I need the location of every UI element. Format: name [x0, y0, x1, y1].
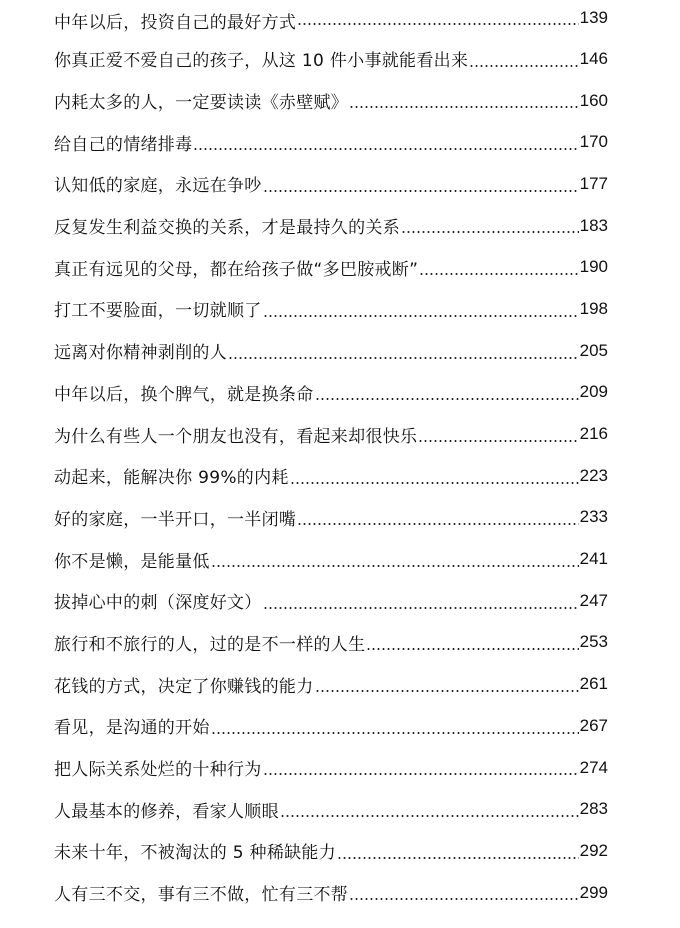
toc-entry[interactable]	[54, 246, 608, 288]
toc-entry-title: 看见，是沟通的开始	[54, 718, 210, 739]
toc-entry[interactable]	[54, 372, 608, 414]
toc-entry-title: 把人际关系处烂的十种行为	[54, 760, 262, 781]
toc-entry[interactable]	[54, 413, 608, 455]
dot-leader	[263, 772, 579, 776]
toc-entry[interactable]	[54, 830, 608, 872]
toc-entry-page: 160	[579, 90, 608, 110]
toc-entry-title: 花钱的方式，决定了你赚钱的能力	[54, 676, 314, 697]
dot-leader	[297, 522, 578, 526]
toc-entry[interactable]	[54, 663, 608, 705]
dot-leader	[211, 564, 579, 568]
toc-entry-page: 190	[579, 257, 608, 277]
toc-entry-page: 205	[579, 340, 608, 360]
toc-entry[interactable]	[54, 872, 608, 914]
dot-leader	[280, 814, 579, 818]
toc-entry-page: 146	[579, 48, 608, 68]
dot-leader	[211, 731, 579, 735]
toc-entry-title: 未来十年，不被淘汰的 5 种稀缺能力	[54, 843, 337, 864]
dot-leader	[401, 230, 579, 234]
toc-entry[interactable]	[54, 80, 608, 122]
dot-leader	[263, 314, 579, 318]
toc-entry-page: 241	[579, 549, 608, 569]
toc-entry-page: 283	[579, 799, 608, 819]
toc-entry-page: 292	[579, 840, 608, 860]
toc-entry-page: 170	[579, 132, 608, 152]
toc-entry[interactable]	[54, 747, 608, 789]
dot-leader	[349, 897, 579, 901]
toc-entry-title: 打工不要脸面，一切就顺了	[54, 301, 262, 322]
dot-leader	[315, 397, 579, 401]
toc-entry-title: 你不是懒，是能量低	[54, 551, 210, 572]
toc-entry-title: 反复发生利益交换的关系，才是最持久的关系	[54, 218, 400, 239]
toc-entry[interactable]	[54, 455, 608, 497]
dot-leader	[366, 647, 578, 651]
toc-entry-page: 209	[579, 382, 608, 402]
dot-leader	[418, 439, 578, 443]
toc-entry[interactable]	[54, 38, 608, 80]
dot-leader	[297, 22, 578, 26]
dot-leader	[469, 64, 578, 68]
toc-entry-page: 139	[579, 8, 608, 27]
toc-entry[interactable]	[54, 622, 608, 664]
toc-entry-page: 247	[579, 590, 608, 610]
toc-entry-page: 261	[579, 674, 608, 694]
dot-leader	[315, 689, 579, 693]
toc-entry-title: 中年以后，换个脾气，就是换条命	[54, 384, 314, 405]
toc-entry-title: 远离对你精神剥削的人	[54, 343, 227, 364]
toc-entry-page: 299	[579, 882, 608, 902]
toc-entry-title: 为什么有些人一个朋友也没有，看起来却很快乐	[54, 426, 418, 447]
toc-entry[interactable]	[54, 705, 608, 747]
dot-leader	[228, 356, 579, 360]
dot-leader	[263, 606, 579, 610]
toc-entry-page: 198	[579, 298, 608, 318]
toc-entry[interactable]	[54, 163, 608, 205]
dot-leader	[337, 856, 579, 860]
toc-entry-title: 人最基本的修养，看家人顺眼	[54, 801, 279, 822]
toc-entry-title: 拔掉心中的刺（深度好文）	[54, 593, 262, 614]
toc-entry-page: 223	[579, 465, 608, 485]
toc-entry-title: 内耗太多的人，一定要读读《赤壁赋》	[54, 93, 349, 114]
toc-entry-page: 177	[579, 173, 608, 193]
dot-leader	[263, 189, 579, 193]
toc-entry[interactable]	[54, 121, 608, 163]
toc-entry[interactable]	[54, 538, 608, 580]
toc-entry-page: 216	[579, 424, 608, 444]
toc-entry-title: 人有三不交，事有三不做，忙有三不帮	[54, 885, 349, 906]
toc-entry-title: 旅行和不旅行的人，过的是不一样的人生	[54, 634, 366, 655]
table-of-contents	[54, 0, 608, 913]
toc-entry[interactable]	[54, 0, 608, 38]
dot-leader	[349, 105, 579, 109]
toc-entry-title: 你真正爱不爱自己的孩子，从这 10 件小事就能看出来	[54, 51, 469, 72]
toc-entry-page: 183	[579, 215, 608, 235]
toc-entry[interactable]	[54, 330, 608, 372]
toc-entry-title: 给自己的情绪排毒	[54, 134, 193, 155]
toc-entry[interactable]	[54, 288, 608, 330]
toc-entry-title: 中年以后，投资自己的最好方式	[54, 13, 297, 33]
toc-entry-title: 好的家庭，一半开口，一半闭嘴	[54, 509, 297, 530]
toc-entry[interactable]	[54, 497, 608, 539]
toc-entry-page: 274	[579, 757, 608, 777]
toc-entry-title: 动起来，能解决你 99%的内耗	[54, 468, 289, 489]
toc-entry[interactable]	[54, 788, 608, 830]
toc-entry-page: 267	[579, 715, 608, 735]
dot-leader	[193, 147, 578, 151]
dot-leader	[419, 272, 578, 276]
toc-entry[interactable]	[54, 205, 608, 247]
toc-entry-page: 233	[579, 507, 608, 527]
dot-leader	[290, 481, 579, 485]
toc-entry-page: 253	[579, 632, 608, 652]
toc-entry-title: 认知低的家庭，永远在争吵	[54, 176, 262, 197]
toc-entry[interactable]	[54, 580, 608, 622]
toc-entry-title: 真正有远见的父母，都在给孩子做“多巴胺戒断”	[54, 259, 419, 280]
